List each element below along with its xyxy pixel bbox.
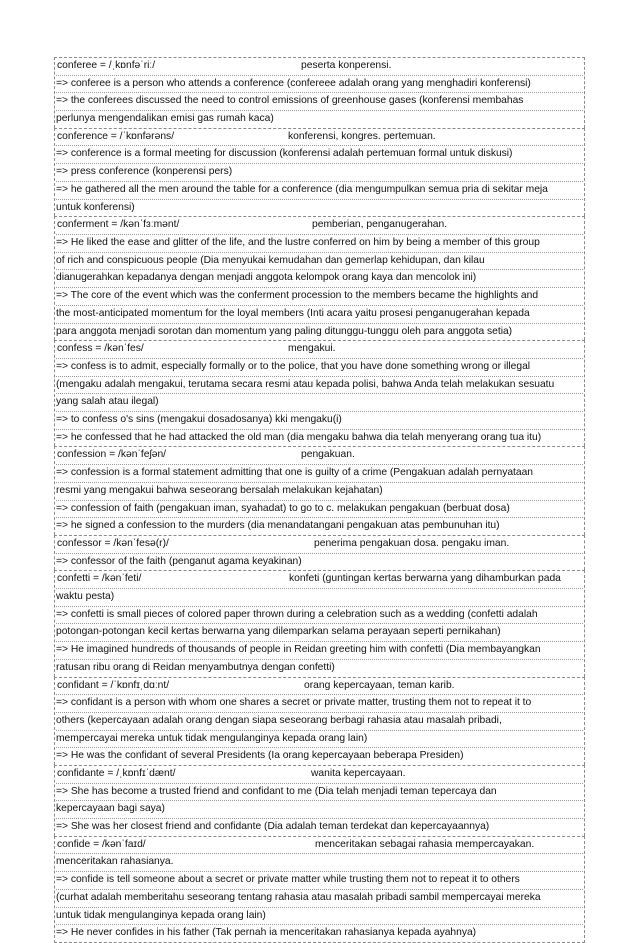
entry-headline [56,447,583,465]
entry-line: => She has become a trusted friend and confidant to me (Dia telah menjadi teman tepercaya dan [56,784,583,802]
entry-line: mempercayai mereka untuk tidak mengulanginya kepada orang lain) [56,731,583,749]
entry-meaning: menceritakan sebagai rahasia mempercayakan. [315,838,535,850]
entry-meaning: pengakuan. [301,449,355,461]
entry-line: ratusan ribu orang di Reidan menyambutnya dengan confetti) [56,661,335,673]
entry-headline [56,678,583,696]
entry-meaning: orang kepercayaan, teman karib. [304,679,455,691]
entry-line: => He imagined hundreds of thousands of people in Reidan greeting him with confetti (Dia membayangkan [56,642,583,660]
entry-line: others (kepercayaan adalah orang dengan siapa seseorang berbagi rahasia atau masalah pribadi, [56,713,583,731]
entry-line: of rich and conspicuous people (Dia menyukai kemudahan dan gemerlap kehidupan, dan kilau [56,253,583,271]
entry-line: => She was her closest friend and confidante (Dia adalah teman terdekat dan kepercayaannya) [56,821,490,833]
entry-term: conferee = /ˌkɒnfəˈriː/ [57,60,156,71]
entry-term: conference = /ˈkɒnfərəns/ [57,130,175,142]
entry-7 [54,570,585,676]
vocabulary-document [54,57,585,943]
entry-line: => The core of the event which was the conferment procession to the members became the highlights and [56,288,583,306]
entry-headline [56,766,583,784]
entry-line: => confess is to admit, especially formally or to the police, that you have done something wrong or illegal [56,359,583,377]
entry-line: => confide is tell someone about a secret or private matter while trusting them not to repeat it to others [56,872,583,890]
entry-meaning: konfeti (guntingan kertas berwarna yang dihamburkan pada [289,573,561,585]
entry-term: confessor = /kənˈfesə(r)/ [57,537,169,549]
entry-line: para anggota menjadi sorotan dan momentum yang paling ditunggu-tunggu oleh para anggota setia) [56,325,513,337]
entry-line: menceritakan rahasianya. [56,854,583,872]
entry-line: untuk tidak mengulanginya kepada orang lain) [56,908,583,926]
entry-line: waktu pesta) [56,589,583,607]
entry-line: untuk konferensi) [56,201,135,213]
entry-term: confidant = /ˈkɒnfɪˌdɑːnt/ [57,679,170,691]
entry-line: => the conferees discussed the need to control emissions of greenhouse gases (konferensi membahas [56,93,583,111]
entry-term: confidante = /ˌkɒnfɪˈdænt/ [57,768,176,779]
entry-2 [54,128,585,217]
entry-line: => to confess o's sins (mengakui dosadosanya) kki mengaku(i) [56,412,583,430]
entry-term: confess = /kənˈfes/ [57,343,144,355]
entry-line: => He liked the ease and glitter of the life, and the lustre conferred on him by being a member of this group [56,235,583,253]
entry-line: => confidant is a person with whom one shares a secret or private matter, trusting them not to repeat it to [56,695,583,713]
entry-line: resmi yang mengakui bahwa seseorang bersalah melakukan kejahatan) [56,483,583,501]
entry-line: => conference is a formal meeting for discussion (konferensi adalah pertemuan formal untuk diskusi) [56,146,583,164]
entry-9 [54,765,585,836]
entry-1 [54,57,585,128]
entry-line: => conferee is a person who attends a conference (confereee adalah orang yang menghadiri konferensi) [56,76,583,94]
entry-line: => press conference (konperensi pers) [56,164,583,182]
entry-3 [54,216,585,340]
entry-6 [54,535,585,570]
entry-meaning: wanita kepercayaan. [311,768,406,779]
entry-line: (curhat adalah memberitahu seseorang tentang rahasia atau masalah pribadi sambil mempercayai mereka [56,890,583,908]
entry-line: => confession is a formal statement admitting that one is guilty of a crime (Pengakuan adalah pernyataan [56,465,583,483]
entry-term: confide = /kənˈfaɪd/ [57,838,146,850]
entry-meaning: konferensi, kongres. pertemuan. [288,130,436,142]
entry-term: confetti = /kənˈfeti/ [57,573,142,585]
entry-term: conferment = /kənˈfɜːmənt/ [57,219,180,231]
entry-headline [56,58,583,76]
entry-headline [56,217,583,235]
entry-5 [54,446,585,535]
entry-line: kepercayaan bagi saya) [56,801,583,819]
entry-line: => He never confides in his father (Tak pernah ia menceritakan rahasianya kepada ayahnya) [56,927,477,939]
entry-line: => confessor of the faith (penganut agama keyakinan) [56,555,302,567]
entry-headline [56,341,583,359]
entry-headline [56,837,583,855]
entry-line: perlunya mengendalikan emisi gas rumah kaca) [56,113,274,125]
entry-line: (mengaku adalah mengakui, terutama secara resmi atau kepada polisi, bahwa Anda telah melakukan sesuatu [56,377,583,395]
entry-4 [54,340,585,446]
entry-line: yang salah atau ilegal) [56,394,583,412]
entry-headline [56,129,583,147]
entry-line: the most-anticipated momentum for the loyal members (Inti acara yaitu prosesi penganugerahan kepada [56,306,583,324]
entry-line: dianugerahkan kepadanya dengan menjadi anggota kelompok orang kaya dan mencolok ini) [56,270,583,288]
entry-meaning: pemberian, penganugerahan. [312,219,448,231]
entry-line: potongan-potongan kecil kertas berwarna yang dilemparkan selama perayaan seperti pernikahan) [56,624,583,642]
entry-line: => he gathered all the men around the table for a conference (dia mengumpulkan semua pria di sekitar meja [56,182,583,200]
entry-line: => confession of faith (pengakuan iman, syahadat) to go to c. melakukan pengakuan (berbuat dosa) [56,501,583,519]
entry-headline [56,536,583,554]
entry-headline [56,571,583,589]
entry-line: => confetti is small pieces of colored paper thrown during a celebration such as a wedding (confetti adalah [56,607,583,625]
entry-meaning: mengakui. [288,343,336,355]
entry-8 [54,677,585,766]
entry-line: => He was the confidant of several Presidents (Ia orang kepercayaan beberapa Presiden) [56,750,464,762]
entry-line: => he confessed that he had attacked the old man (dia mengaku bahwa dia telah menyerang orang tua itu) [56,431,542,443]
entry-meaning: penerima pengakuan dosa. pengaku iman. [314,537,510,549]
entry-term: confession = /kənˈfeʃən/ [57,449,167,461]
entry-line: => he signed a confession to the murders (dia menandatangani pengakuan atas pembunuhan itu) [56,520,500,532]
entry-meaning: peserta konperensi. [301,60,392,71]
entry-10 [54,836,585,943]
